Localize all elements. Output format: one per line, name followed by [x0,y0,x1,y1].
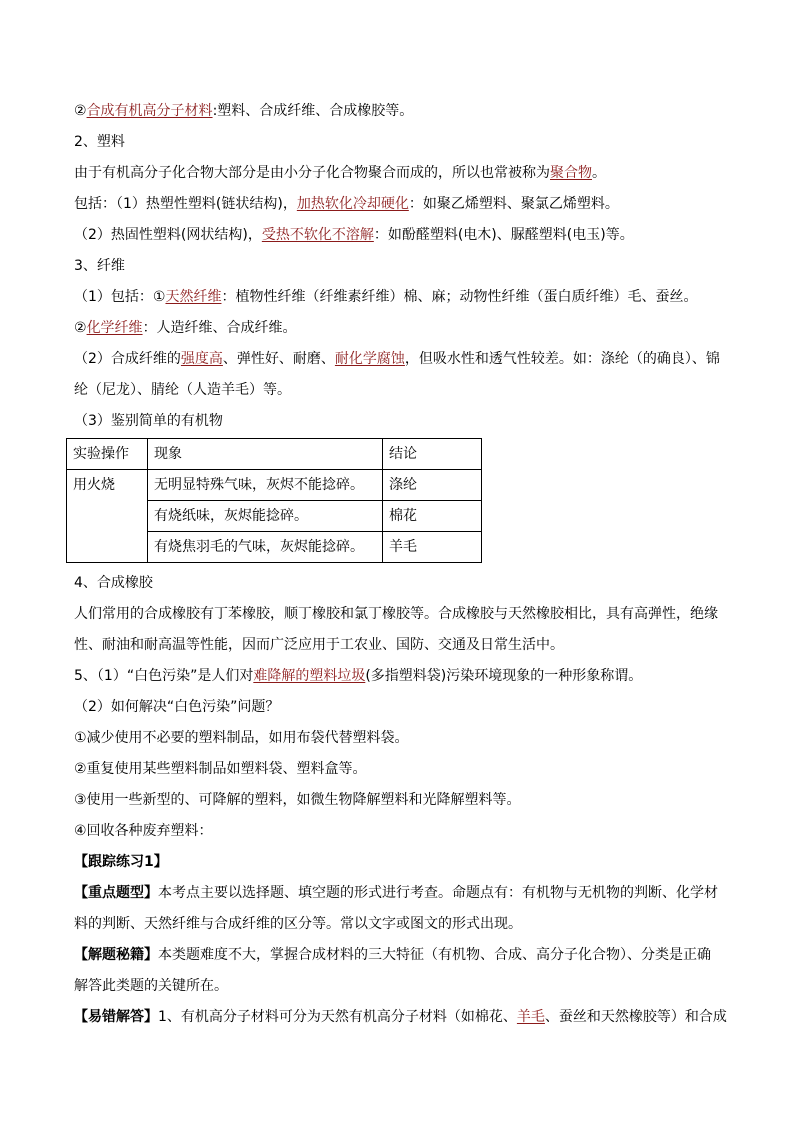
underlined-term: 聚合物 [550,165,592,181]
text-span: 本类题难度不大，掌握合成材料的三大特征（有机物、合成、高分子化合物）、分类是正确 [158,947,711,963]
list-item: ①减少使用不必要的塑料制品，如用布袋代替塑料袋。 [74,730,409,746]
underlined-term: 加热软化冷却硬化 [296,196,409,212]
section-heading: 2、塑料 [74,134,125,150]
underlined-term: 合成有机高分子材料 [86,103,213,119]
text-line [74,349,720,369]
table-header-row [67,439,482,470]
table-cell-operation: 用火烧 [67,470,148,563]
table-cell: 棉花 [383,501,482,532]
text-span: ② [74,103,87,119]
text-line [74,666,642,686]
text-line: 料的判断、天然纤维与合成纤维的区分等。常以文字或图文的形式出现。 [74,916,522,932]
text-span: （2）合成纤维的 [74,351,181,367]
bold-label: 【重点题型】 [74,885,158,901]
text-line [74,1007,727,1027]
text-line [74,163,606,183]
table-header: 现象 [148,439,383,470]
text-line: 解答此类题的关键所在。 [74,978,228,994]
underlined-term: 受热不软化不溶解 [261,227,374,243]
text-span: 包括：（1）热塑性塑料(链状结构)， [74,196,297,212]
underlined-term: 耐化学腐蚀 [334,351,405,367]
underlined-term: 难降解的塑料垃圾 [253,668,366,684]
table-row [67,470,482,501]
list-item: ③使用一些新型的、可降解的塑料，如微生物降解塑料和光降解塑料等。 [74,792,521,808]
text-line [74,883,718,903]
text-span: 本考点主要以选择题、填空题的形式进行考查。命题点有：有机物与无机物的判断、化学材 [158,885,718,901]
text-span: 5、（1）“白色污染”是人们对 [74,668,254,684]
text-span: ：如酚醛塑料(电木)、脲醛塑料(电玉)等。 [373,227,634,243]
text-line: 性、耐油和耐高温等性能，因而广泛应用于工农业、国防、交通及日常生活中。 [74,637,564,653]
text-span: ：如聚乙烯塑料、聚氯乙烯塑料。 [408,196,619,212]
text-span: ：植物性纤维（纤维素纤维）棉、麻；动物性纤维（蛋白质纤维）毛、蚕丝。 [221,289,698,305]
text-span: (多指塑料袋)污染环境现象的一种形象称谓。 [365,668,643,684]
underlined-term: 天然纤维 [165,289,222,305]
text-span: 、弹性好、耐磨、 [222,351,335,367]
table-cell: 无明显特殊气味，灰烬不能捻碎。 [148,470,383,501]
section-heading: 3、纤维 [74,258,125,274]
text-span: （2）热固性塑料(网状结构)， [74,227,262,243]
section-heading: 4、合成橡胶 [74,575,153,591]
text-span: 。 [592,165,606,181]
table-header: 实验操作 [67,439,148,470]
table-cell: 有烧纸味，灰烬能捻碎。 [148,501,383,532]
text-line: （3）鉴别简单的有机物 [74,413,223,429]
text-span: ，但吸水性和透气性较差。如：涤纶（的确良）、锦 [404,351,720,367]
text-line [74,225,634,245]
text-span: ：人造纤维、合成纤维。 [142,320,297,336]
text-line: 人们常用的合成橡胶有丁苯橡胶，顺丁橡胶和氯丁橡胶等。合成橡胶与天然橡胶相比，具有高弹性，绝缘 [74,606,718,622]
text-span: 、蚕丝和天然橡胶等）和合成 [544,1009,727,1025]
text-line: （2）如何解决“白色污染”问题？ [74,699,280,715]
text-span: ② [74,320,87,336]
underlined-term: 强度高 [180,351,223,367]
table-header: 结论 [383,439,482,470]
identification-table [66,438,482,563]
text-line [74,945,711,965]
table-cell: 有烧焦羽毛的气味，灰烬能捻碎。 [148,532,383,563]
text-span: 1、有机高分子材料可分为天然有机高分子材料（如棉花、 [158,1009,517,1025]
exercise-heading: 【跟踪练习1】 [74,854,168,870]
text-line [74,101,413,121]
text-span: 由于有机高分子化合物大部分是由小分子化合物聚合而成的，所以也常被称为 [74,165,550,181]
text-span: （1）包括：① [74,289,166,305]
table-cell: 羊毛 [383,532,482,563]
list-item: ④回收各种废弃塑料： [74,823,213,839]
bold-label: 【易错解答】 [74,1009,158,1025]
underlined-term: 化学纤维 [86,320,143,336]
underlined-term: 羊毛 [516,1009,545,1025]
table-cell: 涤纶 [383,470,482,501]
text-line [74,287,697,307]
text-span: :塑料、合成纤维、合成橡胶等。 [212,103,414,119]
list-item: ②重复使用某些塑料制品如塑料袋、塑料盒等。 [74,761,367,777]
text-line [74,194,619,214]
text-line: 纶（尼龙）、腈纶（人造羊毛）等。 [74,382,291,398]
bold-label: 【解题秘籍】 [74,947,158,963]
text-line [74,318,297,338]
